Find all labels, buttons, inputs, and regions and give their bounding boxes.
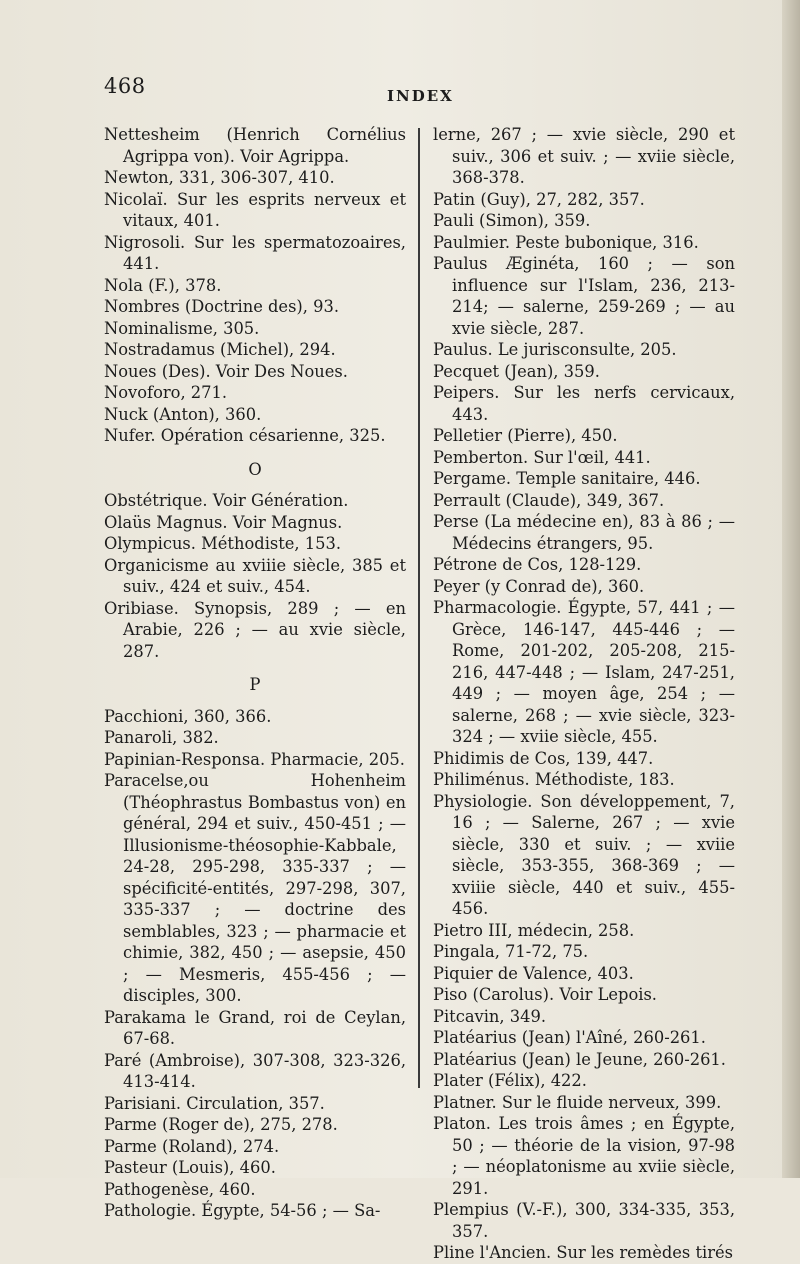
index-entry: Organicisme au xviiie siècle, 385 et suiv., 424 et suiv., 454. <box>104 555 406 596</box>
index-entry: Pemberton. Sur l'œil, 441. <box>433 447 651 467</box>
index-entry: Parme (Roger de), 275, 278. <box>104 1115 338 1134</box>
index-entry: Patin (Guy), 27, 282, 357. <box>433 189 645 209</box>
index-entry: Pathogenèse, 460. <box>104 1179 256 1199</box>
index-entry: Pathologie. Égypte, 54-56 ; — Sa- <box>104 1201 381 1220</box>
left-column <box>104 124 406 1222</box>
index-entry: Oribiase. Synopsis, 289 ; — en Arabie, 226 ; — au xvie siècle, 287. <box>104 598 406 661</box>
index-entry: Plater (Félix), 422. <box>433 1071 587 1090</box>
index-entry: Novoforo, 271. <box>104 383 228 402</box>
index-entry: Pietro III, médecin, 258. <box>433 920 635 940</box>
index-entry: Physiologie. Son développement, 7, 16 ; — Salerne, 267 ; — xvie siècle, 330 et suiv. ; — xviie siècle, 353-355, 368-369 ; — xviiie siècle, 440 et suiv., 455-456. <box>433 791 735 918</box>
index-entry: Pasteur (Louis), 460. <box>104 1158 276 1177</box>
page-edge <box>782 0 800 1178</box>
index-entries-p <box>104 706 406 1222</box>
index-entry: Philiménus. Méthodiste, 183. <box>433 770 675 789</box>
index-entry: lerne, 267 ; — xvie siècle, 290 et suiv., 306 et suiv. ; — xviie siècle, 368-378. <box>433 125 735 187</box>
index-entry: Paulus. Le jurisconsulte, 205. <box>433 340 677 359</box>
index-entry: Nicolaï. Sur les esprits nerveux et vitaux, 401. <box>104 189 406 230</box>
index-entry: Phidimis de Cos, 139, 447. <box>433 748 654 768</box>
index-entry: Peyer (y Conrad de), 360. <box>433 576 645 596</box>
index-entry: Pauli (Simon), 359. <box>433 211 591 230</box>
index-entry: Panaroli, 382. <box>104 728 219 747</box>
section-letter-o: O <box>248 459 262 479</box>
index-entry: Platéarius (Jean) le Jeune, 260-261. <box>433 1049 726 1069</box>
index-entries-o <box>104 490 406 662</box>
running-head: INDEX <box>387 87 454 105</box>
index-entry: Pelletier (Pierre), 450. <box>433 426 618 445</box>
index-entry: Platéarius (Jean) l'Aîné, 260-261. <box>433 1028 706 1047</box>
index-entry: Newton, 331, 306-307, 410. <box>104 168 335 187</box>
index-entry: Pergame. Temple sanitaire, 446. <box>433 469 701 488</box>
index-entry: Pétrone de Cos, 128-129. <box>433 555 642 574</box>
index-entry: Olaüs Magnus. Voir Magnus. <box>104 512 343 532</box>
index-entry: Nola (F.), 378. <box>104 275 222 295</box>
index-entry: Pacchioni, 360, 366. <box>104 706 272 726</box>
index-entry: Piso (Carolus). Voir Lepois. <box>433 985 657 1004</box>
index-entry: Pingala, 71-72, 75. <box>433 942 589 961</box>
index-entry: Perse (La médecine en), 83 à 86 ; — Médecins étrangers, 95. <box>433 512 735 553</box>
index-entry: Nettesheim (Henrich Cornélius Agrippa von). Voir Agrippa. <box>104 125 406 166</box>
index-entry: Nombres (Doctrine des), 93. <box>104 297 340 316</box>
index-entry: Nigrosoli. Sur les spermatozoaires, 441. <box>104 232 406 273</box>
index-entry: Platner. Sur le fluide nerveux, 399. <box>433 1092 722 1112</box>
index-entry: Parakama le Grand, roi de Ceylan, 67-68. <box>104 1007 406 1048</box>
index-entry: Olympicus. Méthodiste, 153. <box>104 534 342 553</box>
index-entry: Noues (Des). Voir Des Noues. <box>104 361 348 381</box>
right-column <box>433 124 735 1264</box>
index-entry: Pline l'Ancien. Sur les remèdes tirés <box>433 1243 733 1262</box>
index-entries-n <box>104 124 406 447</box>
index-entry: Nufer. Opération césarienne, 325. <box>104 426 386 445</box>
index-entry: Pharmacologie. Égypte, 57, 441 ; — Grèce, 146-147, 445-446 ; — Rome, 201-202, 205-208, 215-216, 447-448 ; — Islam, 247-251, 449 ; — moyen âge, 254 ; — salerne, 268 ; — xvie siècle, 323-324 ; — xviie siècle, 455. <box>433 598 735 746</box>
index-entry: Nostradamus (Michel), 294. <box>104 340 336 359</box>
index-entry: Paracelse,ou Hohenheim (Théophrastus Bombastus von) en général, 294 et suiv., 450-451 ; — Illusionisme-théosophie-Kabbale, 24-28, 295-298, 335-337 ; — spécificité-entités, 297-298, 307, 335-337 ; — doctrine des semblables, 323 ; — pharmacie et chimie, 382, 450 ; — asepsie, 450 ; — Mesmeris, 455-456 ; — disciples, 300. <box>104 771 406 1005</box>
index-entry: Nuck (Anton), 360. <box>104 404 262 424</box>
index-entry: Perrault (Claude), 349, 367. <box>433 490 665 510</box>
index-entry: Paulus Æginéta, 160 ; — son influence sur l'Islam, 236, 213-214; — salerne, 259-269 ; — au xvie siècle, 287. <box>433 254 735 338</box>
index-entry: Peipers. Sur les nerfs cervicaux, 443. <box>433 383 735 424</box>
index-entry: Obstétrique. Voir Génération. <box>104 491 349 510</box>
index-entry: Parisiani. Circulation, 357. <box>104 1093 325 1113</box>
section-letter-p: P <box>249 675 261 694</box>
index-entry: Pecquet (Jean), 359. <box>433 361 600 381</box>
index-entry: Paulmier. Peste bubonique, 316. <box>433 232 699 252</box>
index-entry: Piquier de Valence, 403. <box>433 963 634 983</box>
page-number: 468 <box>104 74 146 98</box>
column-divider <box>418 128 420 1088</box>
index-entry: Platon. Les trois âmes ; en Égypte, 50 ; — théorie de la vision, 97-98 ; — néoplatonisme au xviie siècle, 291. <box>433 1114 735 1198</box>
index-entry: Papinian-Responsa. Pharmacie, 205. <box>104 749 405 769</box>
index-entry: Plempius (V.-F.), 300, 334-335, 353, 357. <box>433 1200 735 1241</box>
index-entry: Parme (Roland), 274. <box>104 1136 280 1156</box>
index-entry: Pitcavin, 349. <box>433 1006 547 1026</box>
index-entry: Paré (Ambroise), 307-308, 323-326, 413-414. <box>104 1050 406 1091</box>
index-entry: Nominalisme, 305. <box>104 318 260 338</box>
